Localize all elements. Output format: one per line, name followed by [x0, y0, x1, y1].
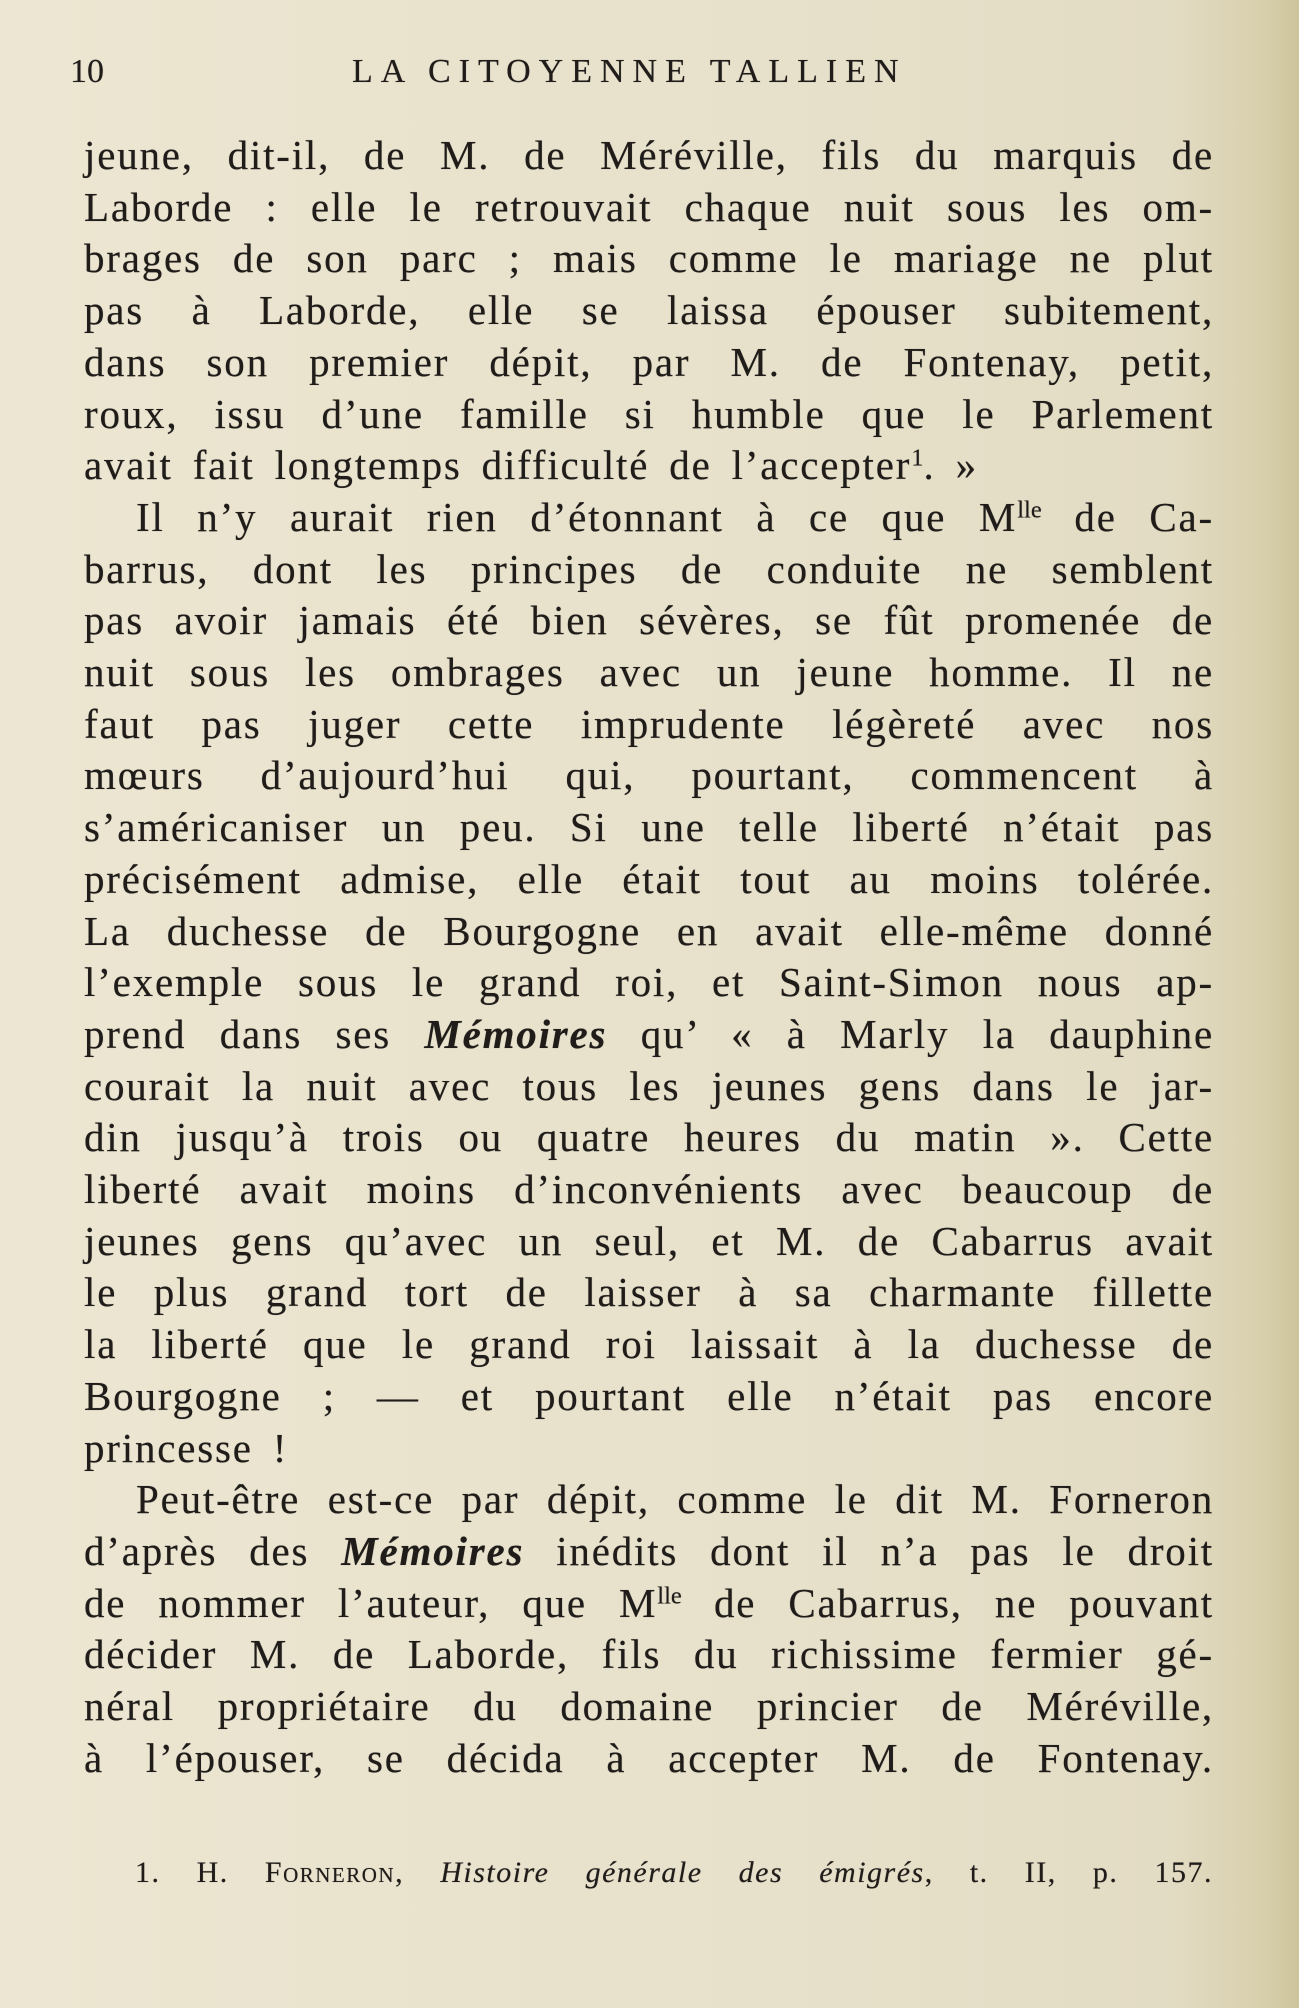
text-line: décider M. de Laborde, fils du richissime fermier gé-: [84, 1631, 1214, 1678]
footnote-separator: ,: [395, 1856, 441, 1889]
text-line: Bourgogne ; — et pourtant elle n’était pas encore: [84, 1372, 1214, 1419]
text-segment: qu’ « à Marly la dauphine: [607, 1010, 1214, 1057]
footnote: [135, 1853, 1213, 1893]
footnote-lead: 1. H.: [135, 1856, 265, 1889]
text-line: le plus grand tort de laisser à sa charmante fillette: [84, 1269, 1214, 1316]
text-segment: Il n’y aurait rien d’étonnant à ce que M: [136, 493, 1018, 540]
text-line: [84, 1578, 1214, 1630]
text-line: [84, 440, 1214, 492]
text-line: s’américaniser un peu. Si une telle liberté n’était pas: [84, 804, 1214, 851]
italic-title: Mémoires: [341, 1527, 525, 1574]
text-line: brages de son parc ; mais comme le mariage ne plut: [84, 235, 1214, 282]
text-line: faut pas juger cette imprudente légèreté avec nos: [84, 700, 1214, 747]
footnote-reference-detail: , t. II, p. 157.: [924, 1856, 1214, 1889]
footnote-author: Forneron: [264, 1856, 396, 1889]
superscript: lle: [1017, 496, 1042, 524]
text-line: pas à Laborde, elle se laissa épouser subitement,: [84, 287, 1214, 334]
text-line: courait la nuit avec tous les jeunes gens dans le jar-: [84, 1062, 1214, 1109]
text-segment: prend dans ses: [84, 1010, 425, 1057]
footnote-reference: 1: [911, 444, 924, 472]
footnote-title: Histoire générale des émigrés: [440, 1856, 925, 1889]
text-line: liberté avait moins d’inconvénients avec beaucoup de: [84, 1166, 1214, 1213]
text-line: princesse !: [84, 1424, 289, 1471]
text-line: nuit sous les ombrages avec un jeune homme. Il ne: [84, 649, 1214, 696]
text-line: Laborde : elle le retrouvait chaque nuit sous les om-: [84, 183, 1214, 230]
text-line: barrus, dont les principes de conduite ne semblent: [84, 545, 1214, 592]
text-line: la liberté que le grand roi laissait à la duchesse de: [84, 1321, 1214, 1368]
text-line: La duchesse de Bourgogne en avait elle-même donné: [84, 907, 1214, 954]
text-line: néral propriétaire du domaine princier de Méréville,: [84, 1683, 1214, 1730]
page-number: 10: [70, 53, 104, 90]
text-segment: de nommer l’auteur, que M: [84, 1579, 658, 1626]
text-line: [84, 1526, 1214, 1578]
text-segment: . »: [923, 442, 978, 489]
text-line: à l’épouser, se décida à accepter M. de Fontenay.: [84, 1734, 1214, 1781]
text-segment: avait fait longtemps difficulté de l’accepter: [84, 442, 912, 489]
text-line: précisément admise, elle était tout au moins tolérée.: [84, 855, 1214, 902]
text-line: jeunes gens qu’avec un seul, et M. de Cabarrus avait: [84, 1217, 1214, 1264]
text-line: jeune, dit-il, de M. de Méréville, fils du marquis de: [84, 132, 1214, 178]
text-segment: de Cabarrus, ne pouvant: [681, 1579, 1214, 1626]
text-line: Peut-être est-ce par dépit, comme le dit M. Forneron: [136, 1476, 1214, 1523]
text-line: l’exemple sous le grand roi, et Saint-Simon nous ap-: [84, 959, 1214, 1006]
body-text: [84, 130, 1214, 1785]
text-segment: inédits dont il n’a pas le droit: [524, 1527, 1214, 1574]
text-line: roux, issu d’une famille si humble que le Parlement: [84, 390, 1214, 437]
text-line: dans son premier dépit, par M. de Fontenay, petit,: [84, 338, 1214, 385]
text-segment: de Ca-: [1041, 493, 1214, 540]
text-segment: d’après des: [84, 1527, 342, 1574]
running-head: LA CITOYENNE TALLIEN: [352, 53, 907, 90]
text-line: pas avoir jamais été bien sévères, se fût promenée de: [84, 597, 1214, 644]
text-line: [84, 492, 1214, 544]
italic-title: Mémoires: [424, 1010, 608, 1057]
text-line: mœurs d’aujourd’hui qui, pourtant, commencent à: [84, 752, 1214, 799]
superscript: lle: [657, 1582, 682, 1610]
text-line: din jusqu’à trois ou quatre heures du matin ». Cette: [84, 1114, 1214, 1161]
text-line: [84, 1009, 1214, 1061]
